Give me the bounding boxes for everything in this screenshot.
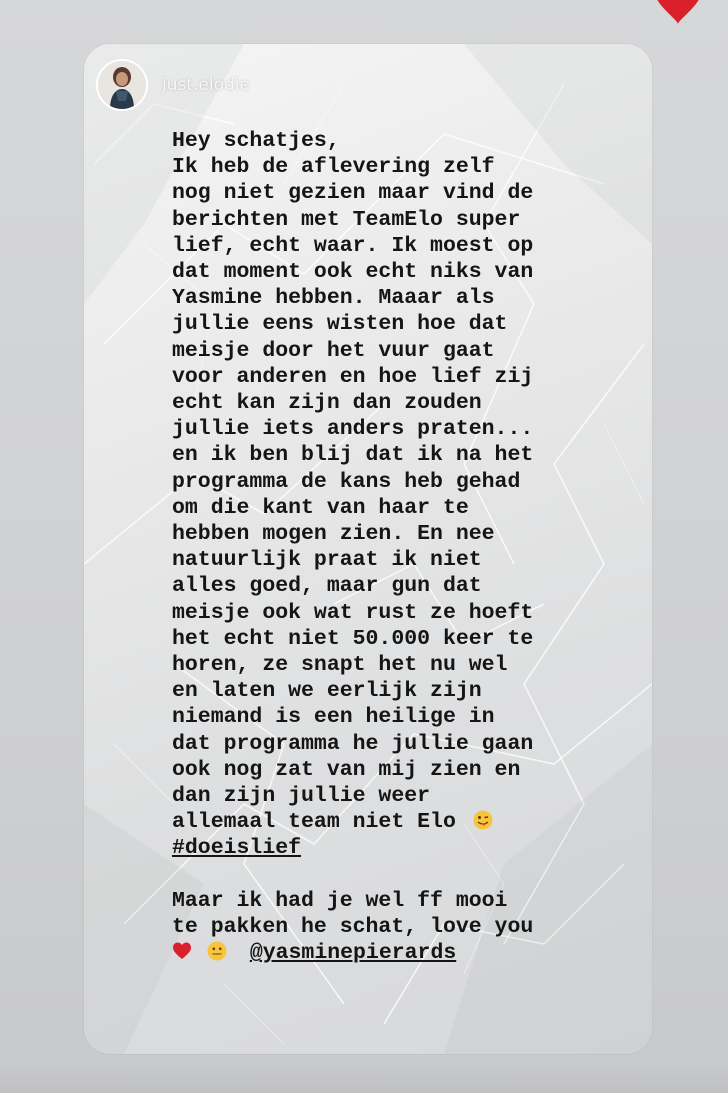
message-line: Maar ik had je wel ff mooi [172,888,508,913]
message-line: ook nog zat van mij zien en [172,757,521,782]
zipper-mouth-face-icon [207,941,227,961]
message-line: jullie eens wisten hoe dat [172,312,508,337]
profile-photo-icon [98,61,146,109]
red-heart-icon [172,941,192,961]
avatar[interactable] [96,59,148,111]
message-line-text: allemaal team niet Elo [172,810,456,835]
message-line: dat programma he jullie gaan [172,731,534,756]
mention-link[interactable]: @yasminepierards [249,941,457,966]
story-card[interactable] [84,44,652,1054]
message-line-with-mention [172,940,642,966]
message-line: nog niet gezien maar vind de [172,181,534,206]
red-heart-icon [648,0,708,28]
message-line: alles goed, maar gun dat [172,574,482,599]
message-line: dan zijn jullie weer [172,784,431,809]
message-line: voor anderen en hoe lief zij [172,364,534,389]
message-line: echt kan zijn dan zouden [172,391,482,416]
story-message [172,128,642,966]
bottom-bar [0,1062,728,1093]
message-line-with-emoji [172,809,642,835]
top-title-fragment [100,0,620,16]
message-line: berichten met TeamElo super [172,207,521,232]
paragraph-gap [172,862,642,888]
message-line: het echt niet 50.000 keer te [172,626,534,651]
message-line: lief, echt waar. Ik moest op [172,233,534,258]
message-line: jullie iets anders praten... [172,417,534,442]
message-line: Yasmine hebben. Maaar als [172,286,495,311]
message-line: te pakken he schat, love you [172,915,534,940]
message-line: en ik ben blij dat ik na het [172,443,534,468]
message-line: en laten we eerlijk zijn [172,679,482,704]
message-line: programma de kans heb gehad [172,469,521,494]
message-line: Hey schatjes, [172,129,340,153]
message-line: meisje door het vuur gaat [172,338,495,363]
winking-tongue-face-icon [473,810,493,830]
message-line: niemand is een heilige in [172,705,495,730]
message-line: hebben mogen zien. En nee [172,522,495,547]
message-line: meisje ook wat rust ze hoeft [172,600,534,625]
message-line: om die kant van haar te [172,495,469,520]
message-line: Ik heb de aflevering zelf [172,155,495,180]
story-header [96,58,250,112]
message-line: horen, ze snapt het nu wel [172,653,508,678]
message-line: dat moment ook echt niks van [172,260,534,285]
message-line: natuurlijk praat ik niet [172,548,482,573]
hashtag[interactable]: #doeislief [172,836,302,861]
username[interactable]: just.elodie [162,75,250,95]
